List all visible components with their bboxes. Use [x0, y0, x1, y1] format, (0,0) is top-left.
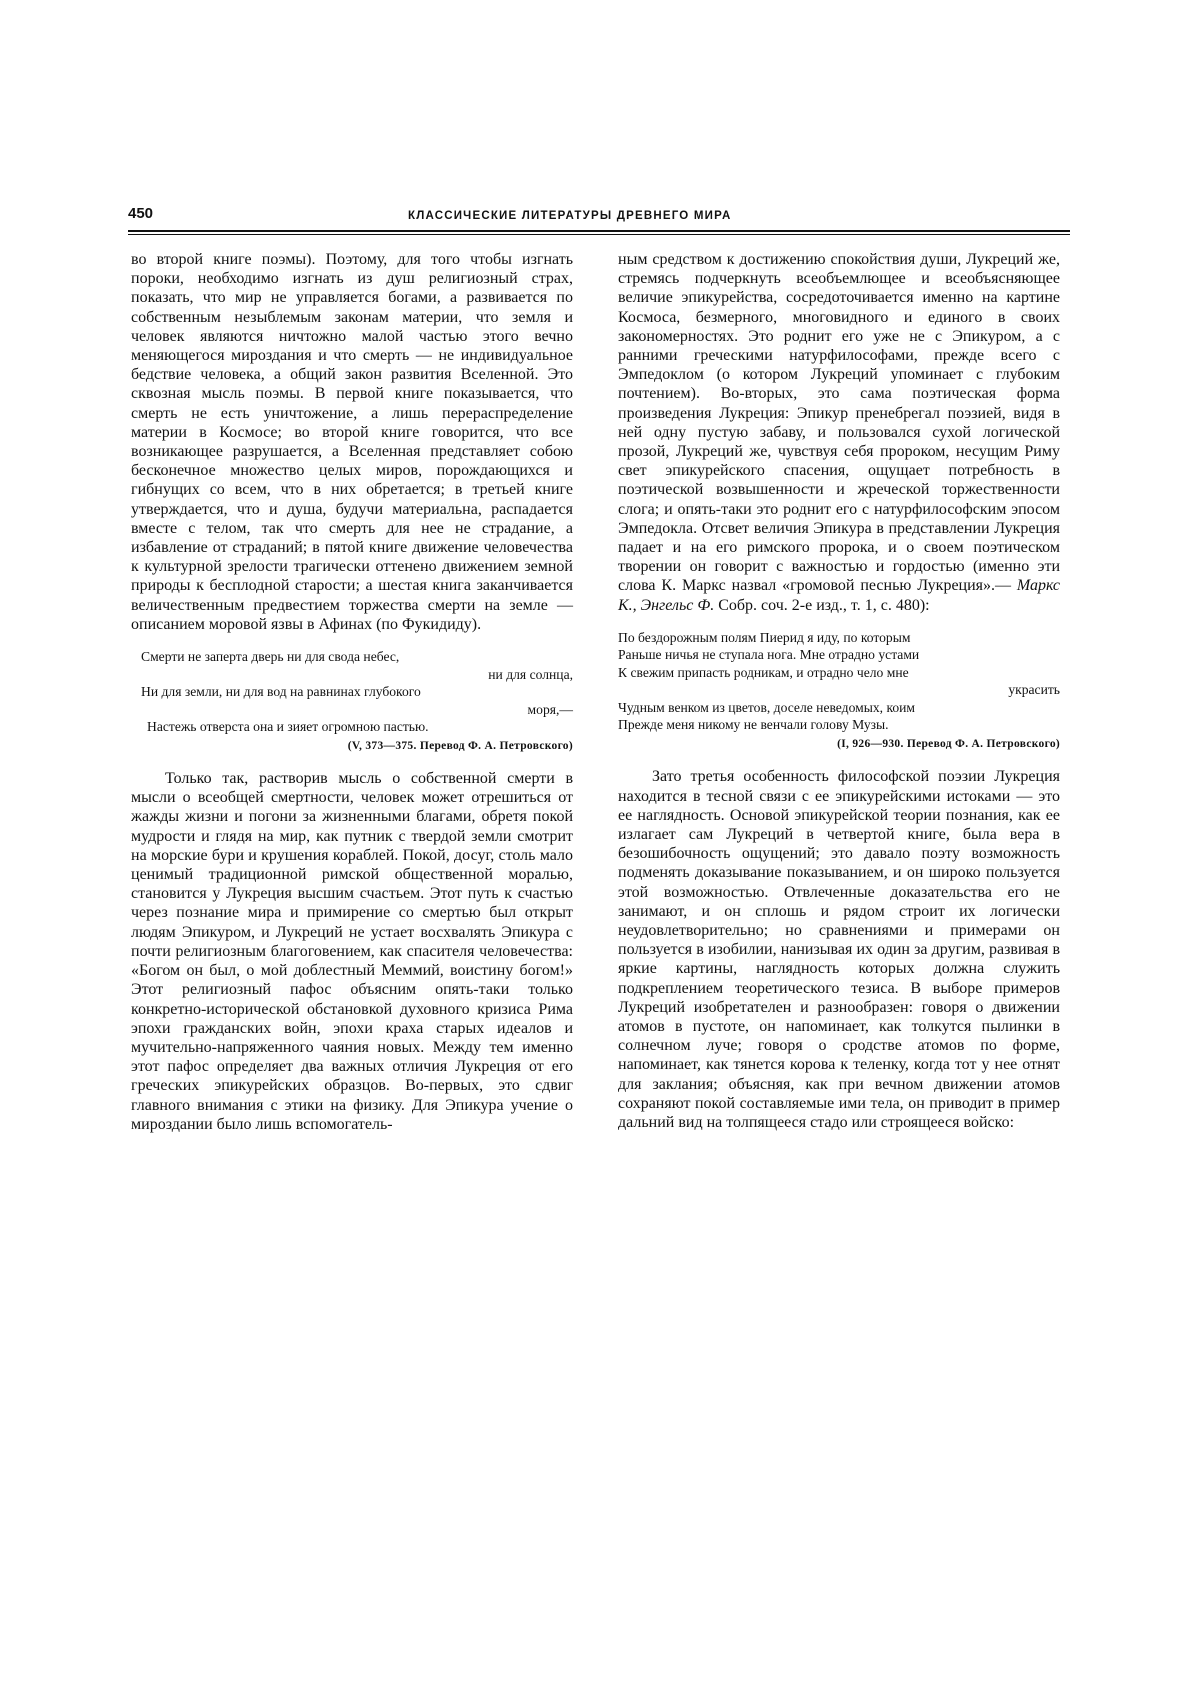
verse-line: Ни для земли, ни для вод на равнинах глубокого: [141, 684, 421, 700]
paragraph: [618, 250, 1060, 615]
right-column: [618, 250, 1060, 1132]
verse-quote: [131, 648, 573, 755]
verse-line: Чудным венком из цветов, доселе неведомых, коим: [618, 699, 916, 715]
verse-source: (V, 373—375. Перевод Ф. А. Петровского): [347, 739, 573, 752]
verse-line: Прежде меня никому не венчали голову Музы.: [618, 717, 889, 733]
paragraph-text: ным средством к достижению спокойствия души, Лукреций же, стремясь подчеркнуть всеобъемлющее и всеобъясняющее величие эпикурейства, сосредоточивается именно на картине Космоса, безмерного, многовидного и единого в своих закономерностях. Это роднит его уже не с Эпикуром, а с ранними греческими натурфилософами, прежде всего с Эмпедоклом (о котором Лукреций упоминает с глубоким почтением). Во-вторых, это сама поэтическая форма произведения Лукреция: Эпикур пренебрегал поэзией, видя в ней одну пустую забаву, и пользовался сухой логической прозой, Лукреций же, чувствуя себя пророком, несущим Риму свет эпикурейского спасения, ощущает потребность в поэтической возвышенности и жреческой торжественности слога; и опять-таки это роднит его с натурфилософским эпосом Эмпедокла. Отсвет величия Эпикура в представлении Лукреция падает и на его римского пророка, и о своем поэтическом творении он говорит с важностью и гордостью (именно эти слова К. Маркс назвал «громовой песнью Лукреция».—: [618, 251, 1060, 595]
left-column: [131, 250, 573, 1134]
paragraph: Зато третья особенность философской поэзии Лукреция находится в тесной связи с ее эпикурейскими истоками — это ее наглядность. Основой эпикурейской теории познания, как ее излагает сам Лукреций в четвертой книге, была вера в безошибочность ощущений; это давало поэту возможность подменять доказывание показыванием, и он широко пользуется этой возможностью. Отвлеченные доказательства его не занимают, и он сплошь и рядом строит их логически неудовлетворительно; но сравнениями и примерами он пользуется в изобилии, нанизывая их один за другим, развивая в яркие картины, наглядность которых должна служить подкреплением теоретического тезиса. В выборе примеров Лукреций изобретателен и разнообразен: говоря о движении атомов в пустоте, он напоминает, как толкутся пылинки в солнечном луче; говоря о сродстве атомов по форме, напоминает, как тянется корова к теленку, когда тот у нее отнят для заклания; объясняя, как при вечном движении атомов сохраняют покой составляемые ими тела, он приводит в пример дальний вид на толпящееся стадо или строящееся войско:: [618, 768, 1060, 1132]
verse-line: К свежим припасть родникам, и отрадно чело мне: [618, 664, 909, 680]
verse-line: По бездорожным полям Пиерид я иду, по которым: [618, 629, 911, 645]
verse-quote: [618, 629, 1060, 754]
verse-line-continuation: моря,—: [527, 701, 573, 717]
verse-line: Смерти не заперта дверь ни для свода небес,: [141, 649, 400, 665]
paragraph: во второй книге поэмы). Поэтому, для того чтобы изгнать пороки, необходимо изгнать из душ религиозный страх, показать, что мир не управляется богами, а развивается по собственным незыблемым законам материи, что земля и человек являются ничтожно малой частью этого вечно меняющегося мироздания и что смерть — не индивидуальное бедствие человека, а общий закон развития Вселенной. Это сквозная мысль поэмы. В первой книге показывается, что смерть не есть уничтожение, а лишь перераспределение материи в Космосе; во второй книге говорится, что все возникающее разрушается, а Вселенная представляет собою бесконечное множество целых миров, порождающихся и гибнущих со всем, что в них обретается; в третьей книге утверждается, что и душа, будучи материальна, распадается вместе с телом, так что смерть для нее не страдание, а избавление от страданий; в пятой книге движение человечества к культурной зрелости трагически оттенено движением земной природы к бесплодной старости; а шестая книга заканчивается величественным предвестием торжества смерти на земле — описанием моровой язвы в Афинах (по Фукидиду).: [131, 251, 573, 633]
verse-line: Настежь отверста она и зияет огромною пастью.: [147, 719, 429, 735]
paragraph: Только так, растворив мысль о собственной смерти в мысли о всеобщей смертности, человек может отрешиться от жажды жизни и погони за жизненными благами, обретя покой мудрости и глядя на мир, как путник с твердой земли смотрит на морские бури и крушения кораблей. Покой, досуг, столь мало ценимый традиционной римской общественной моралью, становится у Лукреция высшим счастьем. Этот путь к счастью через познание мира и примирение со смертью был открыт людям Эпикуром, и Лукреций не устает восхвалять Эпикура с почти религиозным благоговением, как спасителя человечества: «Богом он был, о мой доблестный Меммий, воистину богом!» Этот религиозный пафос объясним опять-таки только конкретно-исторической обстановкой духовного кризиса Рима эпохи гражданских войн, эпохи краха старых идеалов и мучительно-напряженного чаяния новых. Между тем именно этот пафос определяет два важных отличия Лукреция от его греческих эпикурейских образцов. Во-первых, это сдвиг главного внимания с этики на физику. Для Эпикура учение о мироздании было лишь вспомогатель-: [131, 770, 573, 1133]
verse-line: Раньше ничья не ступала нога. Мне отрадно устами: [618, 647, 920, 663]
header-rule-thin: [128, 234, 1070, 235]
verse-line-continuation: украсить: [1008, 682, 1060, 698]
verse-source: (I, 926—930. Перевод Ф. А. Петровского): [837, 737, 1060, 750]
page-number: 450: [128, 205, 154, 222]
verse-line-continuation: ни для солнца,: [488, 666, 573, 682]
page-header: [128, 205, 1070, 231]
header-rule-thick: [128, 230, 1070, 232]
running-title: КЛАССИЧЕСКИЕ ЛИТЕРАТУРЫ ДРЕВНЕГО МИРА: [408, 210, 732, 222]
citation-authors: Маркс К., Энгельс Ф.: [618, 577, 1060, 614]
paragraph-text: Собр. соч. 2-е изд., т. 1, с. 480):: [714, 596, 930, 614]
